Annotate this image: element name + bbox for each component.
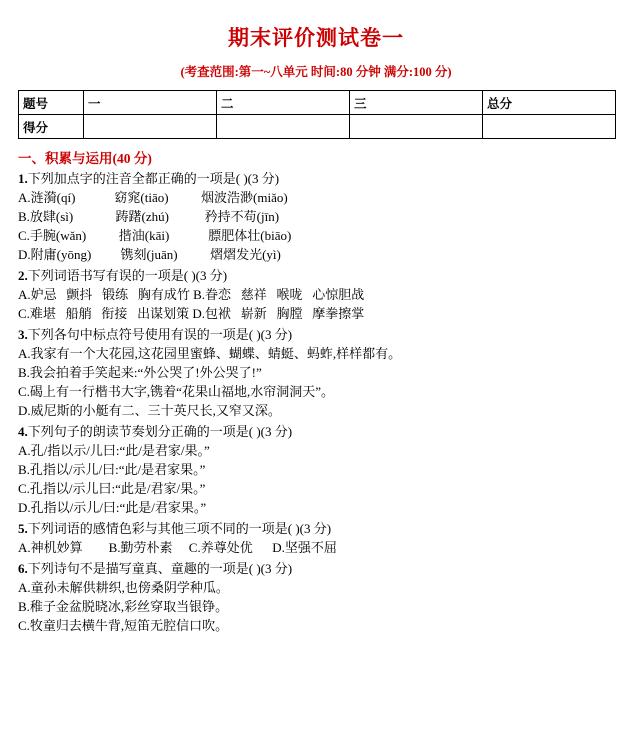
page-title: 期末评价测试卷一	[228, 26, 404, 50]
score-table-header-2: 二	[217, 91, 350, 115]
question-4-option-b: B.孔指以/示儿/曰:“此/是君家果。”	[18, 462, 206, 478]
question-1-option-d: D.附庸(yōng) 镌刻(juān) 熠熠发光(yì)	[18, 246, 281, 262]
question-2-stem: 下列词语书写有误的一项是( )(3 分)	[27, 267, 228, 283]
question-5-option-row: A.神机妙算 B.勤劳朴素 C.养尊处优 D.坚强不屈	[18, 540, 337, 556]
question-5-options	[18, 539, 614, 558]
score-table	[18, 90, 616, 139]
score-table-header-total: 总分	[483, 91, 616, 115]
question-1	[18, 170, 614, 188]
question-3-option-c: C.碣上有一行楷书大字,镌着“花果山福地,水帘洞洞天”。	[18, 384, 334, 400]
question-4-option-c: C.孔指以/示儿曰:“此是/君家/果。”	[18, 480, 206, 496]
score-table-header-3: 三	[350, 91, 483, 115]
question-4-number: 4.	[18, 423, 28, 439]
question-6-options	[18, 579, 614, 636]
question-6-stem: 下列诗句不是描写童真、童趣的一项是( )(3 分)	[27, 560, 293, 576]
question-2-options	[18, 286, 614, 324]
table-row	[19, 115, 616, 139]
question-6-option-b: B.稚子金盆脱晓冰,彩丝穿取当银铮。	[18, 599, 229, 615]
score-cell-1	[84, 115, 217, 139]
question-4-option-a: A.孔/指以示/儿曰:“此/是君家/果。”	[18, 443, 210, 459]
question-2	[18, 267, 614, 285]
question-3-option-d: D.威尼斯的小艇有二、三十英尺长,又窄又深。	[18, 402, 281, 418]
question-2-option-ab: A.妒忌 颤抖 锻练 胸有成竹 B.眷恋 慈祥 喉咙 心惊胆战	[18, 287, 365, 303]
question-4-stem: 下列句子的朗读节奏划分正确的一项是( )(3 分)	[27, 423, 293, 439]
page-subtitle: (考查范围:第一~八单元 时间:80 分钟 满分:100 分)	[180, 65, 452, 79]
question-6	[18, 560, 614, 578]
score-cell-total	[483, 115, 616, 139]
question-4	[18, 423, 614, 441]
question-3-options	[18, 345, 614, 420]
question-1-option-b: B.放肆(sì) 踌躇(zhú) 矜持不苟(jīn)	[18, 209, 280, 225]
score-cell-2	[217, 115, 350, 139]
question-3-stem: 下列各句中标点符号使用有误的一项是( )(3 分)	[27, 326, 293, 342]
score-table-header-1: 一	[84, 91, 217, 115]
question-3-option-a: A.我家有一个大花园,这花园里蜜蜂、蝴蝶、蜻蜓、蚂蚱,样样都有。	[18, 346, 402, 362]
question-4-option-d: D.孔指以/示儿/曰:“此是/君家果。”	[18, 499, 207, 515]
question-6-number: 6.	[18, 560, 28, 576]
score-cell-3	[350, 115, 483, 139]
question-5	[18, 520, 614, 538]
question-1-option-a: A.涟漪(qí) 窈窕(tiāo) 烟波浩渺(miǎo)	[18, 190, 288, 206]
question-1-stem: 下列加点字的注音全都正确的一项是( )(3 分)	[27, 171, 280, 186]
question-3-number: 3.	[18, 326, 28, 342]
question-1-option-c: C.手腕(wǎn) 揩油(kāi) 膘肥体壮(biāo)	[18, 228, 292, 244]
question-5-stem: 下列词语的感情色彩与其他三项不同的一项是( )(3 分)	[27, 520, 332, 536]
score-table-score-label: 得分	[19, 115, 84, 139]
score-table-header-label: 题号	[19, 91, 84, 115]
table-row	[19, 91, 616, 115]
question-2-option-cd: C.难堪 船艄 衔接 出谋划策 D.包袱 崭新 胸膛 摩拳擦掌	[18, 306, 365, 322]
question-1-number: 1.	[18, 171, 28, 186]
question-6-option-c: C.牧童归去横牛背,短笛无腔信口吹。	[18, 618, 229, 634]
question-2-number: 2.	[18, 267, 28, 283]
question-3	[18, 326, 614, 344]
question-4-options	[18, 442, 614, 517]
question-3-option-b: B.我会拍着手笑起来:“外公哭了!外公哭了!”	[18, 365, 262, 381]
question-1-options	[18, 189, 614, 264]
question-6-option-a: A.童孙未解供耕织,也傍桑阴学种瓜。	[18, 580, 229, 596]
question-5-number: 5.	[18, 520, 28, 536]
section-heading-1: 一、积累与运用(40 分)	[18, 151, 152, 166]
